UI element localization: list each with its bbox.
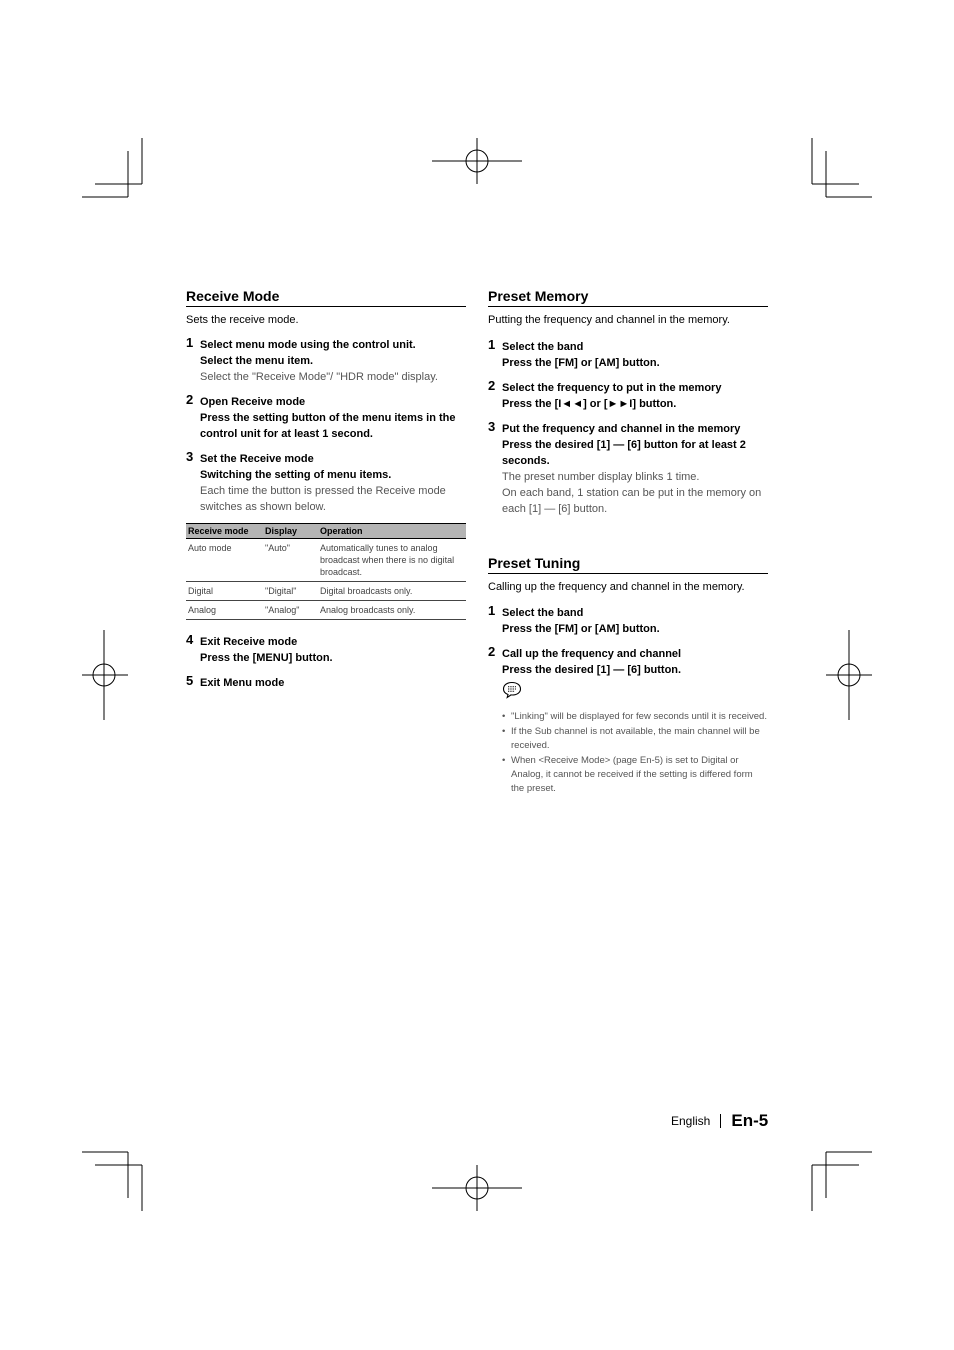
table-cell: "Digital": [263, 582, 318, 601]
table-cell: Auto mode: [186, 539, 263, 582]
step-number: 5: [186, 673, 194, 688]
table-cell: "Auto": [263, 539, 318, 582]
receive-mode-table: [186, 523, 466, 620]
step-subtitle: Switching the setting of menu items.: [200, 469, 392, 481]
step-note: On each band, 1 station can be put in the memory on each [1] — [6] button.: [502, 487, 762, 515]
table-cell: "Analog": [263, 601, 318, 620]
section-title: Preset Memory: [488, 287, 768, 307]
step-1: [488, 339, 768, 371]
step-title: Call up the frequency and channel: [502, 648, 682, 660]
step-number: 2: [186, 392, 194, 407]
step-subtitle: Press the [I◄◄] or [►►I] button.: [502, 398, 677, 410]
step-title: Open Receive mode: [200, 396, 306, 408]
step-title: Select the band: [502, 607, 584, 619]
table-row: [186, 539, 466, 582]
step-2: [488, 646, 768, 678]
step-subtitle: Press the desired [1] — [6] button for at least 2 seconds.: [502, 439, 746, 467]
bullet: •: [502, 726, 506, 737]
step-number: 2: [488, 644, 496, 659]
step-5: [186, 675, 466, 691]
step-4: [186, 634, 466, 666]
footer-divider: [720, 1114, 721, 1128]
step-3: [186, 451, 466, 515]
page-footer: [671, 1110, 768, 1132]
step-title: Select the band: [502, 341, 584, 353]
list-item: [502, 754, 768, 796]
bullet: •: [502, 711, 506, 722]
preset-tuning-section: [488, 554, 768, 797]
table-cell: Digital: [186, 582, 263, 601]
step-note: Select the "Receive Mode"/ "HDR mode" display.: [200, 371, 438, 383]
note-text: "Linking" will be displayed for few seconds until it is received.: [511, 711, 767, 722]
step-2: [186, 394, 466, 442]
step-note: The preset number display blinks 1 time.: [502, 471, 700, 483]
step-subtitle: Select the menu item.: [200, 355, 314, 367]
step-subtitle: Press the setting button of the menu items in the control unit for at least 1 second.: [200, 412, 456, 440]
step-title: Exit Menu mode: [200, 677, 285, 689]
step-title: Exit Receive mode: [200, 636, 298, 648]
section-title: Receive Mode: [186, 287, 466, 307]
step-number: 4: [186, 632, 194, 647]
list-item: [502, 710, 768, 724]
step-number: 3: [186, 449, 194, 464]
list-item: [502, 725, 768, 753]
section-intro: Sets the receive mode.: [186, 314, 299, 326]
step-title: Select menu mode using the control unit.: [200, 339, 416, 351]
page-number: En-5: [731, 1111, 769, 1130]
step-number: 1: [186, 335, 194, 350]
step-number: 3: [488, 419, 496, 434]
step-number: 2: [488, 378, 496, 393]
table-header: Receive mode: [186, 524, 263, 539]
table-row: [186, 601, 466, 620]
step-1: [488, 605, 768, 637]
step-note: Each time the button is pressed the Receive mode switches as shown below.: [200, 485, 446, 513]
step-number: 1: [488, 337, 496, 352]
note-text: When <Receive Mode> (page En-5) is set to Digital or Analog, it cannot be received if the setting is differed form the preset.: [511, 755, 753, 794]
table-header: Operation: [318, 524, 466, 539]
preset-memory-section: [488, 287, 768, 517]
note-text: If the Sub channel is not available, the main channel will be received.: [511, 726, 760, 751]
receive-mode-section: [186, 287, 466, 691]
speech-note-icon: [502, 681, 522, 699]
table-cell: Analog: [186, 601, 263, 620]
step-subtitle: Press the desired [1] — [6] button.: [502, 664, 682, 676]
step-title: Put the frequency and channel in the memory: [502, 423, 741, 435]
table-cell: Digital broadcasts only.: [318, 582, 466, 601]
section-title: Preset Tuning: [488, 554, 768, 574]
step-title: Set the Receive mode: [200, 453, 314, 465]
bullet: •: [502, 755, 506, 766]
notes-list: [502, 710, 768, 796]
step-title: Select the frequency to put in the memory: [502, 382, 722, 394]
table-cell: Analog broadcasts only.: [318, 601, 466, 620]
step-subtitle: Press the [FM] or [AM] button.: [502, 357, 660, 369]
table-header: Display: [263, 524, 318, 539]
table-cell: Automatically tunes to analog broadcast when there is no digital broadcast.: [318, 539, 466, 582]
step-subtitle: Press the [FM] or [AM] button.: [502, 623, 660, 635]
step-1: [186, 337, 466, 385]
step-number: 1: [488, 603, 496, 618]
table-header-row: [186, 524, 466, 539]
step-3: [488, 421, 768, 517]
table-row: [186, 582, 466, 601]
section-intro: Calling up the frequency and channel in the memory.: [488, 581, 745, 593]
step-2: [488, 380, 768, 412]
section-intro: Putting the frequency and channel in the memory.: [488, 314, 730, 326]
step-subtitle: Press the [MENU] button.: [200, 652, 333, 664]
footer-language: English: [671, 1114, 711, 1128]
